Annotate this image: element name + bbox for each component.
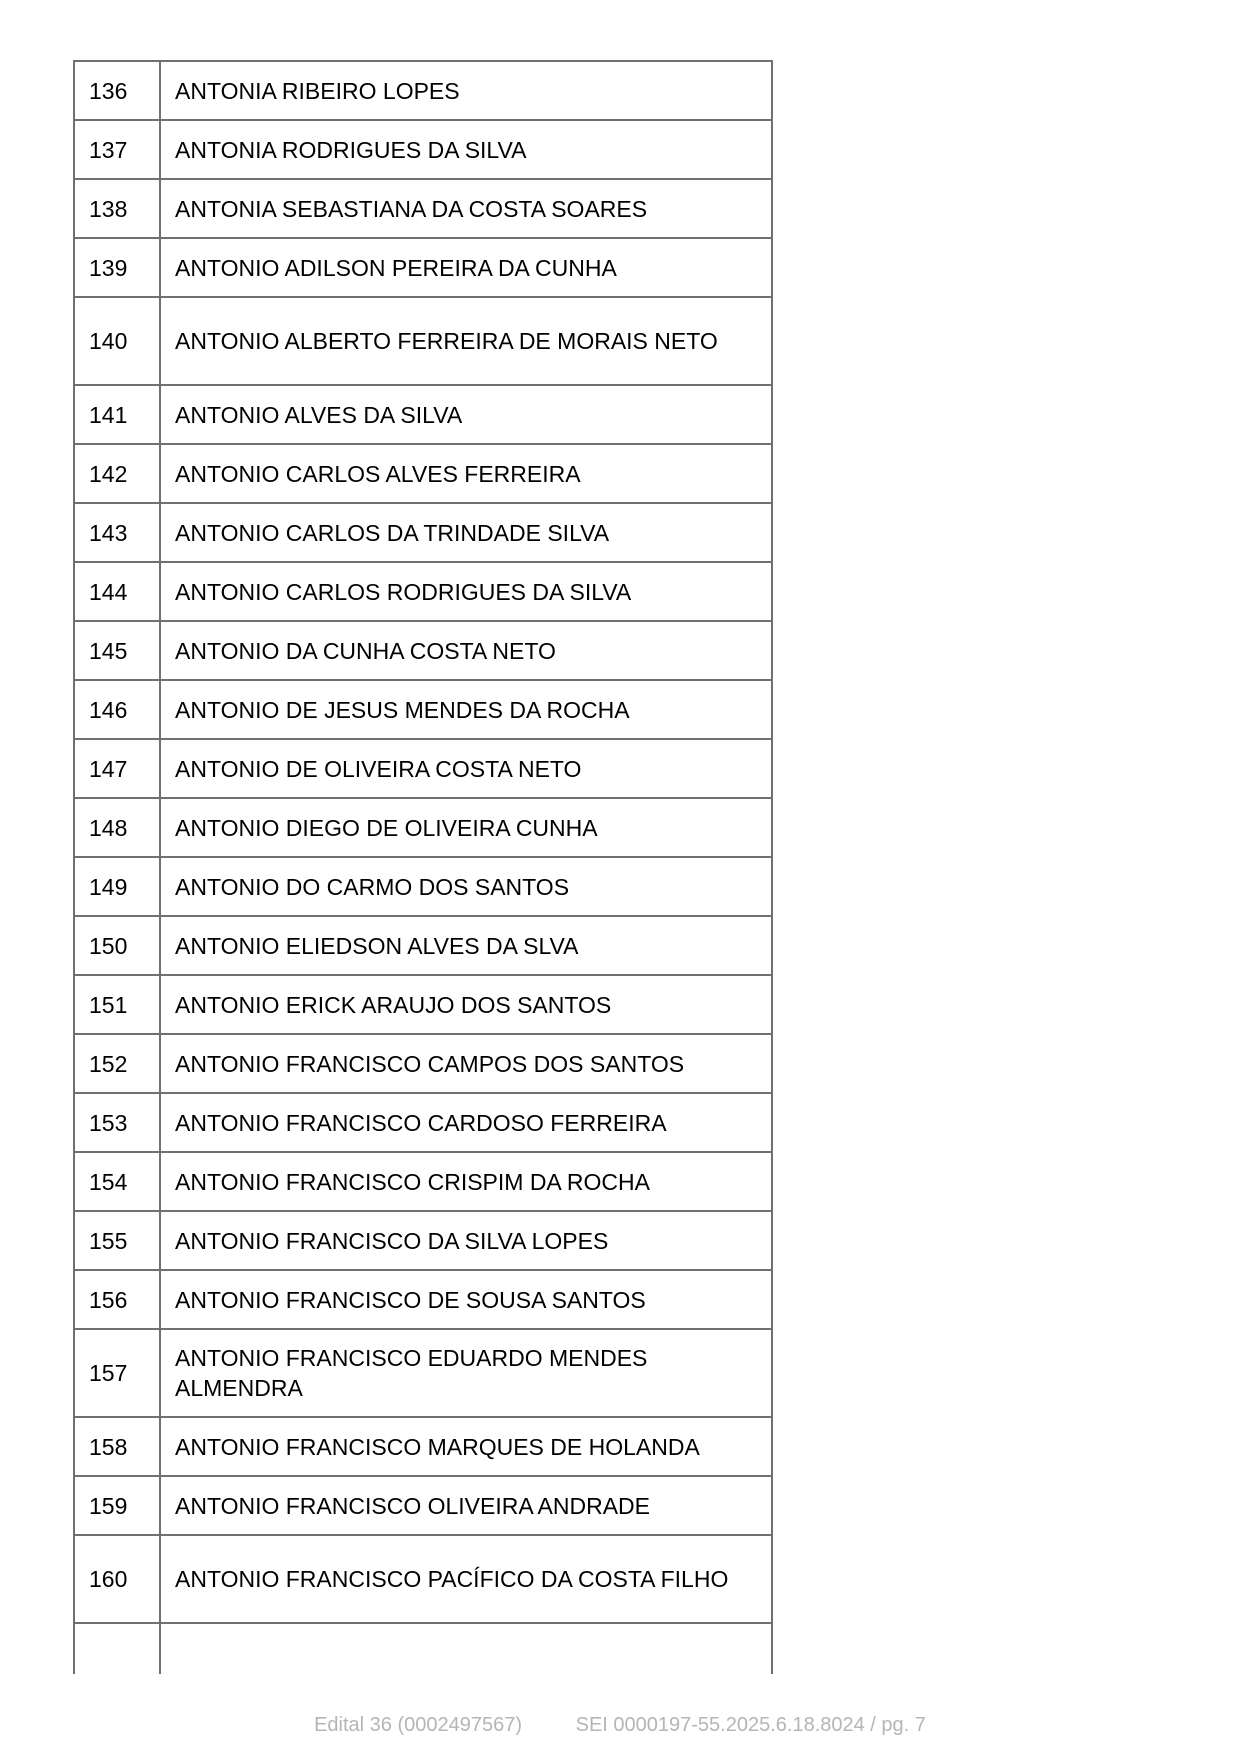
row-number: 136: [74, 61, 160, 120]
table-row: [74, 120, 772, 179]
row-name: ANTONIO FRANCISCO EDUARDO MENDES ALMENDRA: [160, 1329, 772, 1417]
row-number: 147: [74, 739, 160, 798]
row-number: 138: [74, 179, 160, 238]
row-number: 143: [74, 503, 160, 562]
row-number: 148: [74, 798, 160, 857]
row-number: 139: [74, 238, 160, 297]
row-number: 137: [74, 120, 160, 179]
row-number: 142: [74, 444, 160, 503]
row-number: 141: [74, 385, 160, 444]
row-number: 153: [74, 1093, 160, 1152]
table-row: [74, 857, 772, 916]
row-number: 152: [74, 1034, 160, 1093]
page-footer: [0, 1714, 1240, 1737]
row-name: ANTONIO FRANCISCO MARQUES DE HOLANDA: [160, 1417, 772, 1476]
table-row: [74, 562, 772, 621]
table-row: [74, 503, 772, 562]
row-name: ANTONIO FRANCISCO CARDOSO FERREIRA: [160, 1093, 772, 1152]
row-name: ANTONIO CARLOS DA TRINDADE SILVA: [160, 503, 772, 562]
row-number: 158: [74, 1417, 160, 1476]
row-number: 159: [74, 1476, 160, 1535]
row-name: ANTONIO DE JESUS MENDES DA ROCHA: [160, 680, 772, 739]
row-name: ANTONIA RIBEIRO LOPES: [160, 61, 772, 120]
row-name: ANTONIA RODRIGUES DA SILVA: [160, 120, 772, 179]
row-name: ANTONIA SEBASTIANA DA COSTA SOARES: [160, 179, 772, 238]
row-number: 140: [74, 297, 160, 385]
table-row: [74, 621, 772, 680]
row-name: ANTONIO CARLOS ALVES FERREIRA: [160, 444, 772, 503]
footer-document-id: Edital 36 (0002497567): [314, 1714, 523, 1736]
table-row: [74, 297, 772, 385]
table-row: [74, 1270, 772, 1329]
row-name: ANTONIO DE OLIVEIRA COSTA NETO: [160, 739, 772, 798]
row-name: ANTONIO DO CARMO DOS SANTOS: [160, 857, 772, 916]
row-name: ANTONIO CARLOS RODRIGUES DA SILVA: [160, 562, 772, 621]
row-number: 145: [74, 621, 160, 680]
table-row: [74, 179, 772, 238]
row-number: 151: [74, 975, 160, 1034]
row-number: 157: [74, 1329, 160, 1417]
table-row: [74, 1152, 772, 1211]
row-name: ANTONIO FRANCISCO OLIVEIRA ANDRADE: [160, 1476, 772, 1535]
table-row: [74, 975, 772, 1034]
row-name: ANTONIO FRANCISCO DA SILVA LOPES: [160, 1211, 772, 1270]
table-row: [74, 1476, 772, 1535]
table-row: [74, 916, 772, 975]
table-row: [74, 444, 772, 503]
names-table: [73, 60, 773, 1674]
table-row-empty: [74, 1623, 772, 1674]
row-name: ANTONIO ALBERTO FERREIRA DE MORAIS NETO: [160, 297, 772, 385]
row-name: ANTONIO FRANCISCO CRISPIM DA ROCHA: [160, 1152, 772, 1211]
table-row: [74, 1034, 772, 1093]
row-name: ANTONIO ALVES DA SILVA: [160, 385, 772, 444]
row-number: 156: [74, 1270, 160, 1329]
empty-cell: [160, 1623, 772, 1674]
table-row: [74, 680, 772, 739]
row-number: 160: [74, 1535, 160, 1623]
table-row: [74, 61, 772, 120]
row-number: 149: [74, 857, 160, 916]
row-number: 146: [74, 680, 160, 739]
table-row: [74, 1329, 772, 1417]
table-row: [74, 739, 772, 798]
footer-process-page: SEI 0000197-55.2025.6.18.8024 / pg. 7: [575, 1714, 926, 1736]
table-row: [74, 1417, 772, 1476]
row-name: ANTONIO DIEGO DE OLIVEIRA CUNHA: [160, 798, 772, 857]
table-row: [74, 798, 772, 857]
row-name: ANTONIO ERICK ARAUJO DOS SANTOS: [160, 975, 772, 1034]
row-name: ANTONIO ELIEDSON ALVES DA SLVA: [160, 916, 772, 975]
row-number: 155: [74, 1211, 160, 1270]
row-name: ANTONIO FRANCISCO PACÍFICO DA COSTA FILHO: [160, 1535, 772, 1623]
row-number: 150: [74, 916, 160, 975]
row-name: ANTONIO ADILSON PEREIRA DA CUNHA: [160, 238, 772, 297]
empty-cell: [74, 1623, 160, 1674]
row-name: ANTONIO FRANCISCO DE SOUSA SANTOS: [160, 1270, 772, 1329]
row-number: 144: [74, 562, 160, 621]
row-name: ANTONIO DA CUNHA COSTA NETO: [160, 621, 772, 680]
row-number: 154: [74, 1152, 160, 1211]
table-row: [74, 1211, 772, 1270]
table-row: [74, 238, 772, 297]
table-row: [74, 1093, 772, 1152]
row-name: ANTONIO FRANCISCO CAMPOS DOS SANTOS: [160, 1034, 772, 1093]
table-row: [74, 1535, 772, 1623]
table-row: [74, 385, 772, 444]
